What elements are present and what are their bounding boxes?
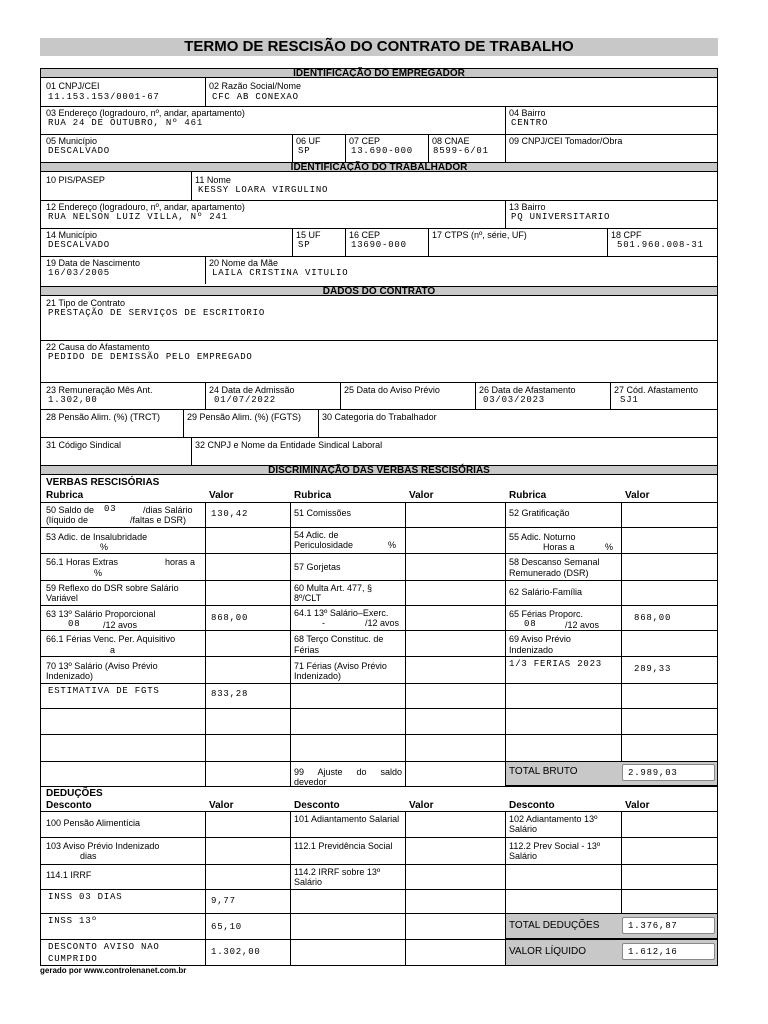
worker-cep-label: 16 CEP [349, 230, 381, 240]
rubrica-55-percent: % [605, 542, 614, 552]
worker-uf-value: SP [298, 240, 311, 250]
cnpj-value: 11.153.153/0001-67 [48, 92, 160, 102]
remuneration-value: 1.302,00 [48, 395, 98, 405]
rubrica-column-header: Rubrica [46, 490, 84, 501]
worker-municipio-value: DESCALVADO [48, 240, 111, 250]
deducao-inss-dias-value: 9,77 [211, 896, 236, 906]
valor-liquido-label: VALOR LÍQUIDO [509, 946, 587, 957]
rubrica-55-label-b: Horas a [543, 542, 575, 552]
worker-address-label: 12 Endereço (logradouro, nº, andar, apartamento) [46, 202, 245, 212]
contract-type-label: 21 Tipo de Contrato [46, 298, 126, 308]
cause-value: PEDIDO DE DEMISSÃO PELO EMPREGADO [48, 352, 253, 362]
valor-column-header: Valor [625, 800, 650, 811]
rubrica-69-label-b: Indenizado [509, 645, 554, 655]
rubrica-63-value: 868,00 [211, 613, 249, 623]
rubrica-fgts-value: 833,28 [211, 689, 249, 699]
valor-column-header: Valor [625, 490, 650, 501]
pension-trct-label: 28 Pensão Alim. (%) (TRCT) [46, 412, 161, 422]
contract-section-header: DADOS DO CONTRATO [40, 286, 718, 296]
rubrica-59-label-b: Variável [46, 593, 78, 603]
rubrica-63-months: 08 [68, 619, 81, 629]
rubrica-53-label: 53 Adic. de Insalubridade [46, 532, 148, 542]
worker-municipio-label: 14 Município [46, 230, 98, 240]
deducao-112-2-label-b: Salário [509, 851, 538, 861]
total-bruto-value: 2.989,03 [628, 768, 678, 778]
pis-label: 10 PIS/PASEP [46, 175, 105, 185]
worker-address-value: RUA NELSON LUIZ VILLA, Nº 241 [48, 212, 228, 222]
rubrica-60-label-b: 8º/CLT [294, 593, 322, 603]
total-deducoes-label: TOTAL DEDUÇÕES [509, 920, 600, 931]
deducao-102-label: 102 Adiantamento 13º [509, 814, 598, 824]
rubrica-65-label-b: /12 avos [565, 620, 600, 630]
rubrica-71-label: 71 Férias (Aviso Prévio [294, 661, 387, 671]
birth-date-value: 16/03/2005 [48, 268, 111, 278]
rubrica-63-label-b: /12 avos [103, 620, 138, 630]
deducao-inss-dias-label: INSS 03 DIAS [48, 892, 123, 902]
contract-type-value: PRESTAÇÃO DE SERVIÇOS DE ESCRITORIO [48, 308, 266, 318]
rubrica-column-header: Rubrica [294, 490, 332, 501]
rubrica-terco-ferias-value: 289,33 [634, 664, 672, 674]
worker-bairro-label: 13 Bairro [509, 202, 546, 212]
rubrica-56-label: 56.1 Horas Extras [46, 557, 119, 567]
valor-column-header: Valor [409, 490, 434, 501]
rubrica-50-label-c: (líquido de [46, 515, 89, 525]
employer-cep-value: 13.690-000 [351, 146, 414, 156]
verbas-heading: VERBAS RESCISÓRIAS [46, 477, 160, 488]
deducao-101-label: 101 Adiantamento Salarial [294, 814, 400, 824]
rubrica-52-label: 52 Gratificação [509, 508, 570, 518]
valor-column-header: Valor [209, 800, 234, 811]
leave-date-value: 03/03/2023 [483, 395, 546, 405]
rubrica-70-label: 70 13º Salário (Aviso Prévio [46, 661, 158, 671]
rubrica-64-label-c: /12 avos [365, 618, 400, 628]
employer-uf-value: SP [298, 146, 311, 156]
desconto-column-header: Desconto [46, 800, 92, 811]
employer-cep-label: 07 CEP [349, 136, 381, 146]
employer-bairro-value: CENTRO [511, 118, 549, 128]
razao-value: CFC AB CONEXAO [212, 92, 299, 102]
deducao-inss-13-label: INSS 13º [48, 916, 98, 926]
verbas-section-header: DISCRIMINAÇÃO DAS VERBAS RESCISÓRIAS [40, 465, 718, 475]
rubrica-53-percent: % [100, 542, 109, 552]
rubrica-50-label-d: /faltas e DSR) [130, 515, 187, 525]
rubrica-fgts-label: ESTIMATIVA DE FGTS [48, 686, 160, 696]
razao-label: 02 Razão Social/Nome [209, 81, 302, 91]
rubrica-99-label-b: devedor [294, 777, 327, 787]
footer-credit: gerado por www.controlenanet.com.br [40, 966, 187, 975]
cause-label: 22 Causa do Afastamento [46, 342, 150, 352]
rubrica-50-label: 50 Saldo de [46, 505, 95, 515]
rubrica-50-label-b: /dias Salário [143, 505, 193, 515]
deducao-inss-13-value: 65,10 [211, 922, 243, 932]
leave-code-label: 27 Cód. Afastamento [614, 385, 699, 395]
rubrica-60-label: 60 Multa Art. 477, § [294, 583, 373, 593]
rubrica-65-value: 868,00 [634, 613, 672, 623]
employer-section-header: IDENTIFICAÇÃO DO EMPREGADOR [40, 68, 718, 78]
rubrica-58-label-b: Remunerado (DSR) [509, 568, 589, 578]
employer-municipio-value: DESCALVADO [48, 146, 111, 156]
cnae-value: 8599-6/01 [433, 146, 489, 156]
tomador-label: 09 CNPJ/CEI Tomador/Obra [509, 136, 623, 146]
mother-name-label: 20 Nome da Mãe [209, 258, 279, 268]
deducao-114-2-label-b: Salário [294, 877, 323, 887]
rubrica-58-label: 58 Descanso Semanal [509, 557, 600, 567]
employer-uf-label: 06 UF [296, 136, 321, 146]
worker-section-header: IDENTIFICAÇÃO DO TRABALHADOR [40, 162, 718, 172]
rubrica-66-label: 66.1 Férias Venc. Per. Aquisitivo [46, 634, 176, 644]
rubrica-71-label-b: Indenizado) [294, 671, 342, 681]
rubrica-51-label: 51 Comissões [294, 508, 352, 518]
employer-municipio-label: 05 Município [46, 136, 98, 146]
rubrica-50-value: 130,42 [211, 509, 249, 519]
rubrica-62-label: 62 Salário-Família [509, 587, 583, 597]
rubrica-68-label-b: Férias [294, 645, 320, 655]
rubrica-50-days: 03 [104, 504, 117, 514]
deducao-103-label: 103 Aviso Prévio Indenizado [46, 841, 160, 851]
rubrica-57-label: 57 Gorjetas [294, 562, 341, 572]
leave-date-label: 26 Data de Afastamento [479, 385, 576, 395]
deducao-103-label-b: dias [80, 851, 97, 861]
rubrica-56-label-b: horas a [165, 557, 196, 567]
rubrica-68-label: 68 Terço Constituc. de [294, 634, 384, 644]
valor-liquido-value: 1.612,16 [628, 947, 678, 957]
deducao-112-2-label: 112.2 Prev Social - 13º [509, 841, 601, 851]
deducao-102-label-b: Salário [509, 824, 538, 834]
rubrica-terco-ferias-label: 1/3 FERIAS 2023 [509, 659, 603, 669]
notice-date-label: 25 Data do Aviso Prévio [344, 385, 440, 395]
rubrica-99-label: 99 Ajuste do saldo [294, 767, 402, 777]
employer-address-label: 03 Endereço (logradouro, nº, andar, apartamento) [46, 108, 245, 118]
deducao-100-label: 100 Pensão Alimentícia [46, 818, 141, 828]
rubrica-54-label-b: Periculosidade [294, 540, 354, 550]
rubrica-56-percent: % [94, 568, 103, 578]
valor-column-header: Valor [209, 490, 234, 501]
leave-code-value: SJ1 [620, 395, 639, 405]
rubrica-55-label: 55 Adic. Noturno [509, 532, 576, 542]
rubrica-59-label: 59 Reflexo do DSR sobre Salário [46, 583, 179, 593]
rubrica-64-label: 64.1 13º Salário–Exerc. [294, 608, 389, 618]
rubrica-66-label-b: a [110, 645, 116, 655]
deducao-aviso-label: DESCONTO AVISO NAO [48, 942, 160, 952]
remuneration-label: 23 Remuneração Mês Ant. [46, 385, 153, 395]
deducao-aviso-label-b: CUMPRIDO [48, 954, 98, 964]
rubrica-65-months: 08 [524, 619, 537, 629]
rubrica-54-percent: % [388, 540, 397, 550]
deducoes-heading: DEDUÇÕES [46, 788, 103, 799]
admission-label: 24 Data de Admissão [209, 385, 295, 395]
pension-fgts-label: 29 Pensão Alim. (%) (FGTS) [187, 412, 302, 422]
ctps-label: 17 CTPS (nº, série, UF) [432, 230, 527, 240]
union-entity-label: 32 CNPJ e Nome da Entidade Sindical Laboral [195, 440, 383, 450]
employer-bairro-label: 04 Bairro [509, 108, 546, 118]
rubrica-63-label: 63 13º Salário Proporcional [46, 609, 156, 619]
worker-name-value: KESSY LOARA VIRGULINO [198, 185, 329, 195]
desconto-column-header: Desconto [509, 800, 555, 811]
rubrica-69-label: 69 Aviso Prévio [509, 634, 571, 644]
desconto-column-header: Desconto [294, 800, 340, 811]
employer-address-value: RUA 24 DE OUTUBRO, Nº 461 [48, 118, 204, 128]
deducao-114-2-label: 114.2 IRRF sobre 13º [294, 867, 381, 877]
page-title: TERMO DE RESCISÃO DO CONTRATO DE TRABALHO [40, 38, 718, 56]
deducao-112-1-label: 112.1 Previdência Social [294, 841, 393, 851]
valor-column-header: Valor [409, 800, 434, 811]
mother-name-value: LAILA CRISTINA VITULIO [212, 268, 349, 278]
union-code-label: 31 Código Sindical [46, 440, 122, 450]
worker-uf-label: 15 UF [296, 230, 321, 240]
cnae-label: 08 CNAE [432, 136, 470, 146]
total-bruto-label: TOTAL BRUTO [509, 766, 578, 777]
admission-value: 01/07/2022 [214, 395, 277, 405]
birth-date-label: 19 Data de Nascimento [46, 258, 141, 268]
deducao-114-1-label: 114.1 IRRF [46, 870, 92, 880]
rubrica-64-dash: - [322, 618, 325, 628]
worker-category-label: 30 Categoria do Trabalhador [322, 412, 437, 422]
cpf-label: 18 CPF [611, 230, 642, 240]
worker-cep-value: 13690-000 [351, 240, 407, 250]
worker-bairro-value: PQ UNIVERSITARIO [511, 212, 611, 222]
cpf-value: 501.960.008-31 [617, 240, 704, 250]
rubrica-column-header: Rubrica [509, 490, 547, 501]
rubrica-65-label: 65 Férias Proporc. [509, 609, 584, 619]
deducao-aviso-value: 1.302,00 [211, 947, 261, 957]
rubrica-54-label: 54 Adic. de [294, 530, 339, 540]
worker-name-label: 11 Nome [195, 175, 231, 185]
cnpj-label: 01 CNPJ/CEI [46, 81, 100, 91]
rubrica-70-label-b: Indenizado) [46, 671, 94, 681]
total-deducoes-value: 1.376,87 [628, 921, 678, 931]
